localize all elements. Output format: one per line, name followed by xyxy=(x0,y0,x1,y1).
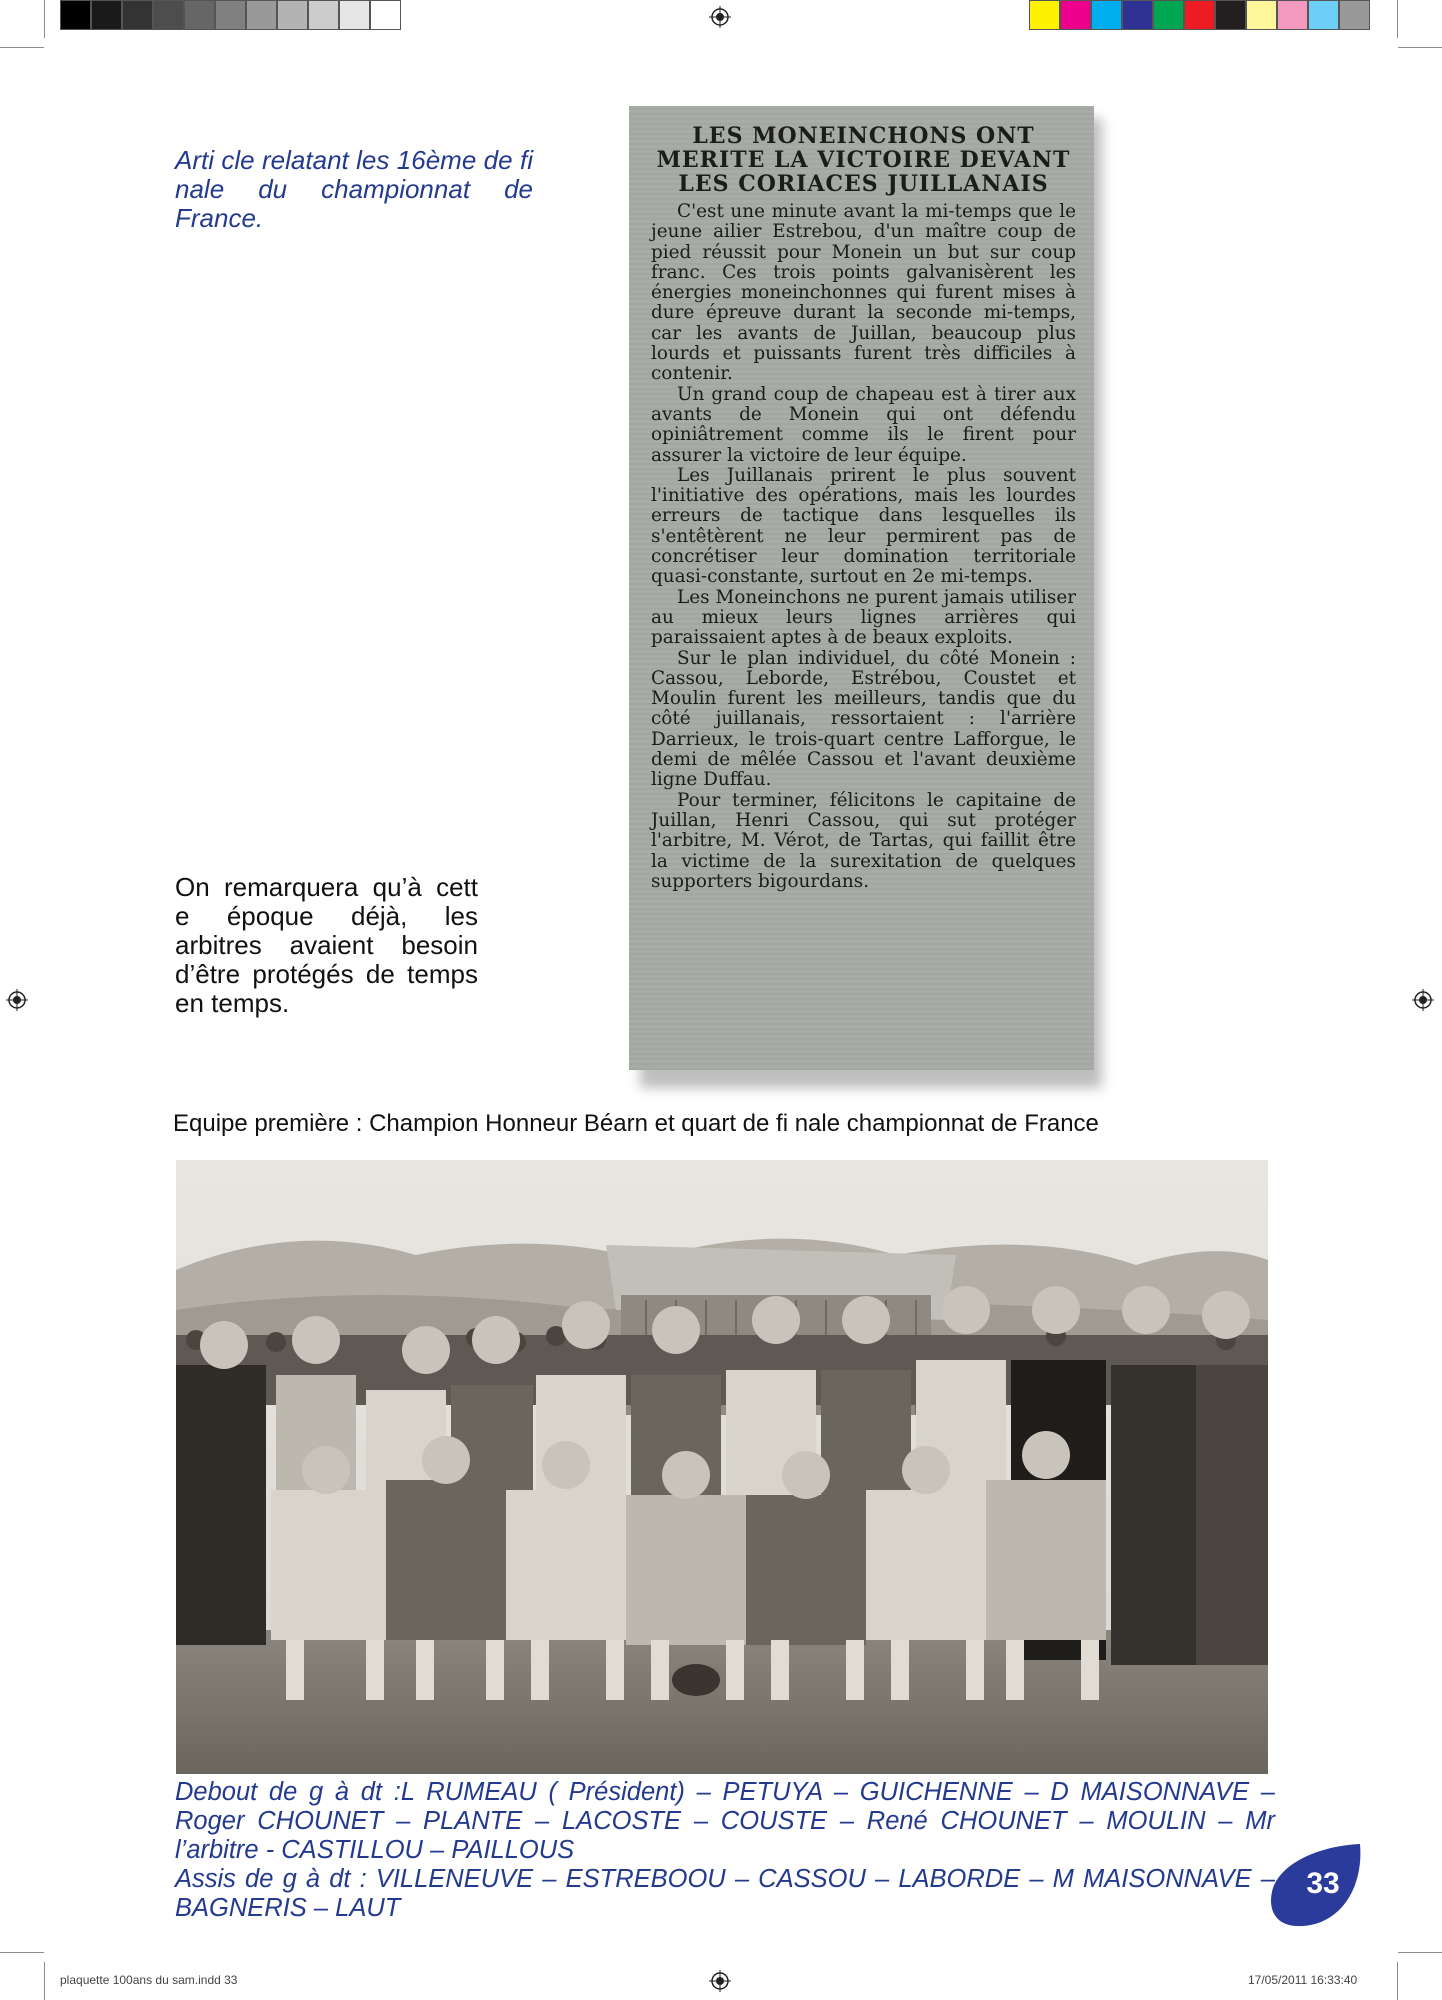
team-names-caption xyxy=(175,1778,1275,1923)
gray-calibration-bar xyxy=(60,0,401,32)
page-number: 33 xyxy=(1306,1867,1340,1900)
color-calibration-bar xyxy=(1029,0,1370,32)
team-photo xyxy=(176,1160,1268,1774)
clipping-paragraph: Les Moneinchons ne purent jamais utiliser au mieux leurs lignes arrières qui paraissaient aptes à de beaux exploits. xyxy=(651,586,1076,649)
clipping-paragraph: Sur le plan individuel, du côté Monein : Cassou, Leborde, Estrébou, Coustet et Moulin furent les meilleurs, tandis que du côté juillanais, ressortaient : l'arrière Darrieux, le trois-quart centre Lafforgue, le demi de mêlée Cassou et l'avant deuxième ligne Duffau. xyxy=(651,647,1076,791)
seated-names: Assis de g à dt : VILLENEUVE – ESTREBOOU – CASSOU – LABORDE – M MAISONNAVE – BAGNERIS – LAUT xyxy=(175,1865,1275,1922)
team-photo-image xyxy=(176,1160,1268,1774)
color-swatch xyxy=(1215,0,1246,30)
clipping-paragraph: Pour terminer, félicitons le capitaine de Juillan, Henri Cassou, qui sut protéger l'arbitre, M. Vérot, de Tartas, qui faillit être la victime de la surexitation de quelques supporters bigourdans. xyxy=(651,789,1076,892)
crop-mark xyxy=(1398,47,1442,48)
clipping-paragraph: C'est une minute avant la mi-temps que le jeune ailier Estrebou, d'un maître coup de pied réussit pour Monein un but sur coup franc. Ces trois points galvanisèrent les énergies moneinchonnes qui furent mises à dure épreuve durant la seconde mi-temps, car les avants de Juillan, beaucoup plus lourds et puissants furent très difficiles à contenir. xyxy=(651,201,1076,385)
color-swatch xyxy=(1277,0,1308,30)
registration-mark-icon xyxy=(6,989,28,1011)
color-swatch xyxy=(1029,0,1060,30)
color-swatch xyxy=(215,0,246,30)
footer-filename: plaquette 100ans du sam.indd 33 xyxy=(60,1973,238,1987)
color-swatch xyxy=(153,0,184,30)
color-swatch xyxy=(60,0,91,30)
clipping-paragraph: Les Juillanais prirent le plus souvent l'initiative des opérations, mais les lourdes erreurs de tactique dans lesquelles ils s'entêtèrent ne leur permirent pas de concrétiser leur domination territoriale quasi-constante, surtout en 2e mi-temps. xyxy=(651,464,1076,588)
team-photo-title: Equipe première : Champion Honneur Béarn et quart de fi nale championnat de France xyxy=(173,1110,1099,1137)
newspaper-clipping xyxy=(629,106,1094,1070)
color-swatch xyxy=(308,0,339,30)
color-swatch xyxy=(1060,0,1091,30)
color-swatch xyxy=(122,0,153,30)
color-swatch xyxy=(1308,0,1339,30)
color-swatch xyxy=(339,0,370,30)
registration-mark-icon xyxy=(709,1970,731,1992)
clipping-paragraph: Un grand coup de chapeau est à tirer aux avants de Monein qui ont défendu opiniâtrement comme ils le firent pour assurer la victoire de leur équipe. xyxy=(651,383,1076,466)
color-swatch xyxy=(1122,0,1153,30)
clipping-headline: LES MONEINCHONS ONT MERITE LA VICTOIRE DEVANT LES CORIACES JUILLANAIS xyxy=(656,123,1071,197)
color-swatch xyxy=(246,0,277,30)
page-number-badge xyxy=(1268,1840,1364,1930)
color-swatch xyxy=(1246,0,1277,30)
color-swatch xyxy=(91,0,122,30)
color-swatch xyxy=(1339,0,1370,30)
crop-mark xyxy=(1397,1962,1398,2000)
registration-mark-icon xyxy=(1412,989,1434,1011)
crop-mark xyxy=(0,1952,44,1953)
color-swatch xyxy=(370,0,401,30)
crop-mark xyxy=(44,1962,45,2000)
crop-mark xyxy=(0,47,44,48)
crop-mark xyxy=(1397,0,1398,38)
crop-mark xyxy=(44,0,45,38)
color-swatch xyxy=(1091,0,1122,30)
color-swatch xyxy=(1153,0,1184,30)
registration-mark-icon xyxy=(709,6,731,28)
footer-timestamp: 17/05/2011 16:33:40 xyxy=(1248,1973,1358,1987)
color-swatch xyxy=(1184,0,1215,30)
article-intro-caption: Arti cle relatant les 16ème de fi nale du championnat de France. xyxy=(175,145,533,233)
referee-remark-caption: On remarquera qu’à cett e époque déjà, les arbitres avaient besoin d’être protégés de temps en temps. xyxy=(175,872,478,1018)
crop-mark xyxy=(1398,1952,1442,1953)
color-swatch xyxy=(277,0,308,30)
color-swatch xyxy=(184,0,215,30)
standing-names: Debout de g à dt :L RUMEAU ( Président) – PETUYA – GUICHENNE – D MAISONNAVE – Roger CHOUNET – PLANTE – LACOSTE – COUSTE – René CHOUNET – MOULIN – Mr l’arbitre - CASTILLOU – PAILLOUS xyxy=(175,1778,1275,1864)
